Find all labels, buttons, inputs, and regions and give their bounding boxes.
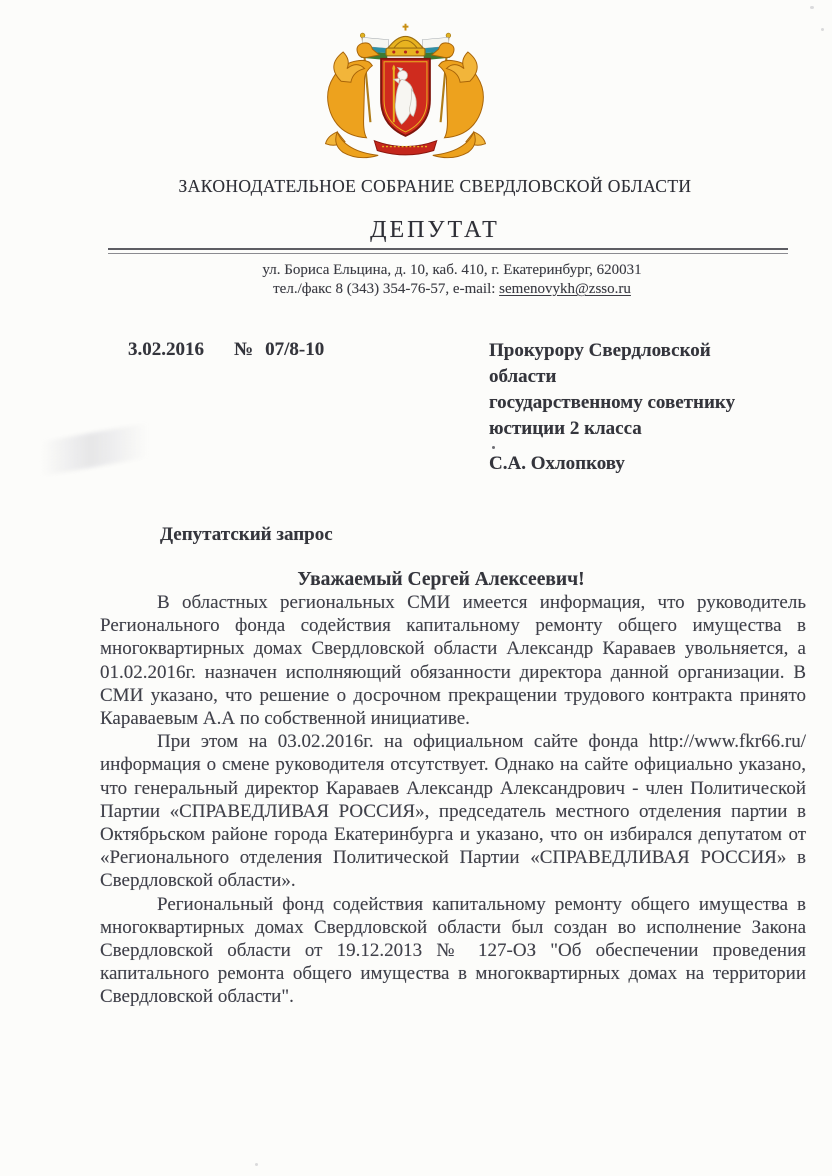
letter-body [100, 591, 806, 1009]
role-title: ДЕПУТАТ [370, 217, 500, 243]
coat-of-arms-graphic [308, 22, 503, 160]
addressee-line: области [489, 366, 557, 387]
address-line: ул. Бориса Ельцина, д. 10, каб. 410, г. Екатеринбург, 620031 [262, 262, 642, 278]
addressee-block [489, 338, 799, 442]
contact-line [72, 280, 832, 299]
scan-artifact-speck [821, 28, 824, 31]
coat-of-arms [308, 22, 503, 165]
organization-name: ЗАКОНОДАТЕЛЬНОЕ СОБРАНИЕ СВЕРДЛОВСКОЙ ОБЛАСТИ [178, 176, 692, 196]
number-sign: № [234, 339, 254, 360]
scan-artifact-speck [255, 1163, 258, 1166]
salutation: Уважаемый Сергей Алексеевич! [297, 569, 585, 590]
scan-artifact-speck [810, 6, 814, 9]
email-text: semenovykh@zsso.ru [499, 281, 631, 297]
imperial-crown-icon [386, 24, 425, 56]
addressee-name: С.А. Охлопкову [489, 453, 625, 474]
paragraph: При этом на 03.02.2016г. на официальном сайте фонда http://www.fkr66.ru/ информация о смене руководителя отсутствует. Однако на сайте официально указано, что генеральный директор Караваев Александр Александрович - член Политической Партии «СПРАВЕДЛИВАЯ РОССИЯ», председатель местного отделения партии в Октябрьском районе города Екатеринбурга и указано, что он избирался депутатом от «Регионального отделения Политической Партии «СПРАВЕДЛИВАЯ РОССИЯ» в Свердловской области». [100, 731, 806, 892]
scan-artifact-smudge [26, 420, 170, 478]
paragraph: В областных региональных СМИ имеется информация, что руководитель Регионального фонда содействия капитальному ремонту общего имущества в многоквартирных домах Свердловской области Александр Караваев увольняется, а 01.02.2016г. назначен исполняющий обязанности директора данной организации. В СМИ указано, что решение о досрочном прекращении трудового контракта принято Караваевым А.А по собственной инициативе. [100, 592, 806, 730]
motto-ribbon [374, 141, 436, 155]
shield [381, 59, 430, 136]
scan-artifact-dot [492, 446, 495, 449]
addressee-line: государственному советнику [489, 392, 736, 413]
letter-number: 07/8-10 [265, 339, 325, 360]
letter-date: 3.02.2016 [128, 339, 204, 360]
document-type-heading: Депутатский запрос [160, 524, 333, 545]
letterhead-contacts [72, 261, 832, 299]
letterhead-divider [108, 248, 788, 254]
paragraph: Региональный фонд содействия капитальному ремонту общего имущества в многоквартирных домах Свердловской области был создан во исполнение Закона Свердловской области от 19.12.2013 № 127-ОЗ "Об обеспечении проведения капитального ремонта общего имущества в многоквартирных домах на территории Свердловской области". [100, 893, 806, 1008]
addressee-line: юстиции 2 класса [489, 418, 642, 439]
reference-row [128, 339, 324, 361]
addressee-line: Прокурору Свердловской [489, 340, 711, 361]
phone-fax-text: тел./факс 8 (343) 354-76-57, e-mail: [273, 281, 500, 297]
